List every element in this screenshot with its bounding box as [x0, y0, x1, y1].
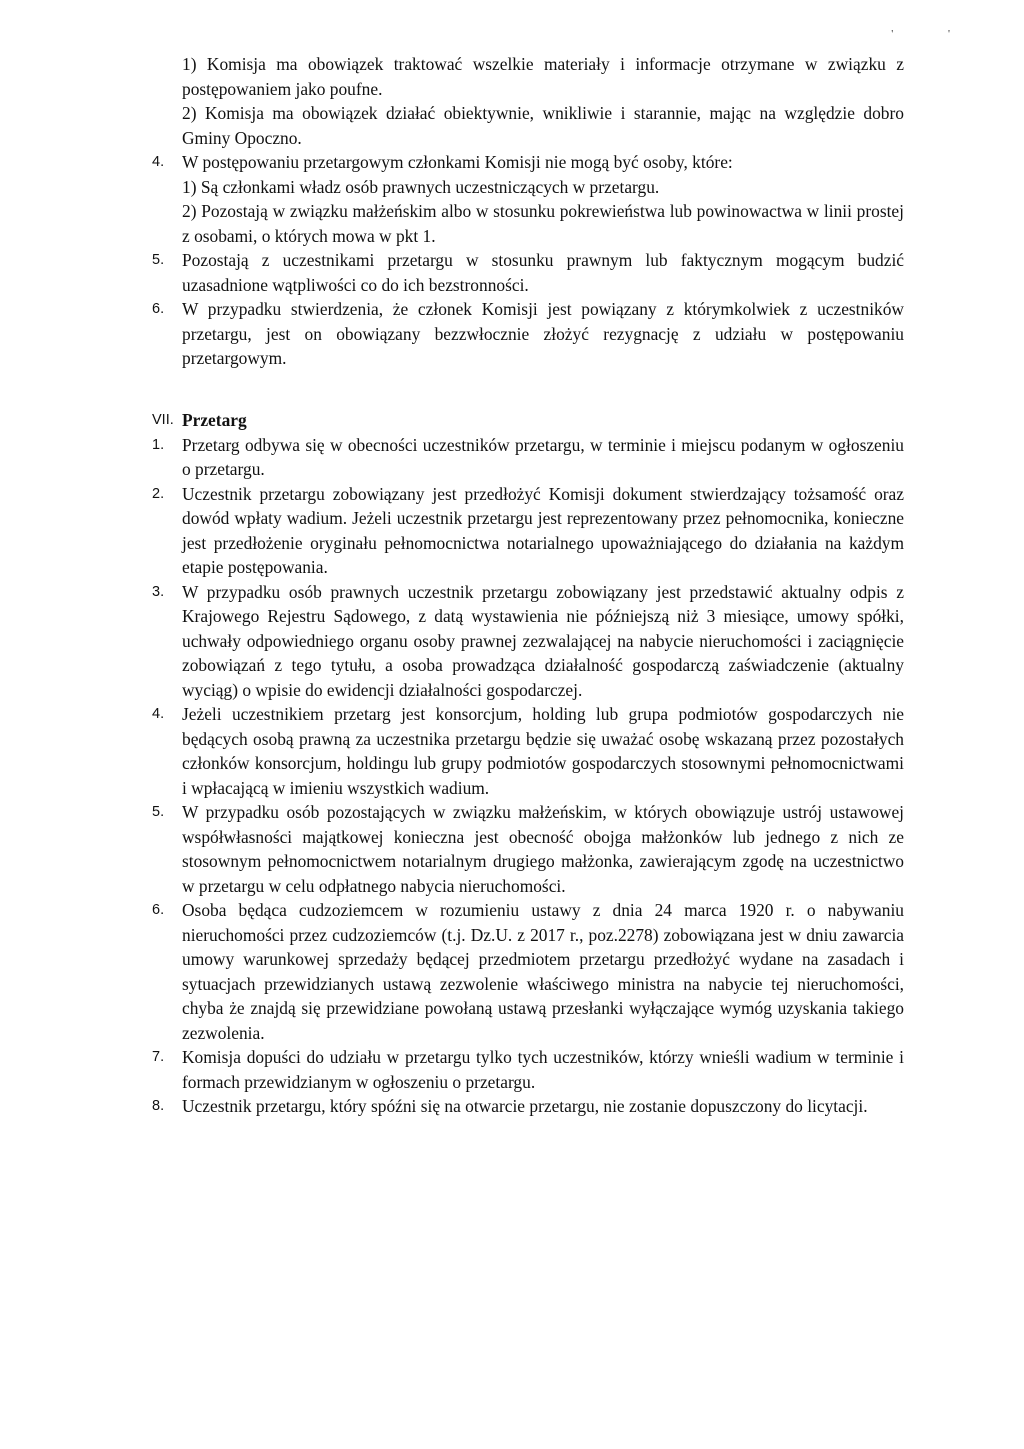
paragraph-text: Jeżeli uczestnikiem przetarg jest konsorcjum, holding lub grupa podmiotów gospodarczych nie będących osobą prawną za uczestnika przetargu będzie się uważać osobę wskazaną przez pozostałych członków konsorcjum, holdingu lub grupy podmiotów gospodarczych stosownymi pełnomocnictwami i wpłacającą w imieniu wszystkich wadium.	[182, 704, 904, 798]
paragraph-text: W przypadku stwierdzenia, że członek Komisji jest powiązany z którymkolwiek z uczestników przetargu, jest on obowiązany bezzwłocznie złożyć rezygnację z udziału w postępowaniu przetargowym.	[182, 299, 904, 368]
list-item	[152, 248, 904, 297]
paragraph-text: Komisja dopuści do udziału w przetargu tylko tych uczestników, którzy wnieśli wadium w terminie i formach przewidzianym w ogłoszeniu o przetargu.	[182, 1047, 904, 1092]
item-number: 2.	[152, 485, 165, 502]
item-number: 1.	[152, 436, 165, 453]
list-item	[152, 433, 904, 482]
list-item	[152, 800, 904, 898]
sub-point: 2) Pozostają w związku małżeńskim albo w stosunku pokrewieństwa lub powinowactwa w linii prostej z osobami, o których mowa w pkt 1.	[182, 201, 904, 246]
paragraph-text: Przetarg odbywa się w obecności uczestników przetargu, w terminie i miejscu podanym w ogłoszeniu o przetargu.	[182, 434, 904, 479]
paragraph-text: Osoba będąca cudzoziemcem w rozumieniu ustawy z dnia 24 marca 1920 r. o nabywaniu nieruchomości przez cudzoziemców (t.j. Dz.U. z 2017 r., poz.2278) zobowiązana jest w dniu zawarcia umowy warunkowej sprzedaży będącej przedmiotem przetargu przedłożyć wydane na zasadach i sytuacjach przewidzianych ustawą zezwolenie właściwego ministra na nabycie tej nieruchomości, chyba że znajdą się przewidziane powołaną ustawą przesłanki wyłączające wymóg uzyskania takiego zezwolenia.	[182, 900, 904, 1043]
item-number: 5.	[152, 252, 165, 268]
list-item	[152, 482, 904, 580]
item-number: 4.	[152, 706, 165, 722]
commission-duty-1	[152, 52, 904, 101]
list-item	[152, 580, 904, 703]
paragraph-text: W przypadku osób prawnych uczestnik przetargu zobowiązany jest przedstawić aktualny odpis z Krajowego Rejestru Sądowego, z datą wystawienia nie późniejszą niż 3 miesiące, umowy spółki, uchwały odpowiedniego organu osoby prawnej zezwalającej na nabycie nieruchomości i zaciągnięcie zobowiązań z tego tytułu, a osoba prowadząca działalność gospodarczą zaświadczenie (aktualny wyciąg) o wpisie do ewidencji działalności gospodarczej.	[182, 581, 904, 700]
item-number: 7.	[152, 1049, 165, 1065]
paragraph-text: Pozostają z uczestnikami przetargu w stosunku prawnym lub faktycznym mogącym budzić uzasadnione wątpliwości co do ich bezstronności.	[182, 250, 904, 295]
paragraph-text: W przypadku osób pozostających w związku małżeńskim, w których obowiązuje ustrój ustawowej współwłasności majątkowej konieczna jest obecność obojga małżonków lub jednego z nich ze stosownym pełnomocnictwem notarialnym drugiego małżonka, zawierającym zgodę na uczestnictwo w przetargu w celu odpłatnego nabycia nieruchomości.	[182, 802, 904, 896]
list-item	[152, 702, 904, 800]
item-number: 3.	[152, 583, 165, 600]
item-number: 5.	[152, 804, 165, 820]
paragraph-text: 1) Komisja ma obowiązek traktować wszelkie materiały i informacje otrzymane w związku z postępowaniem jako poufne.	[182, 54, 904, 99]
paragraph-text: Uczestnik przetargu, który spóźni się na otwarcie przetargu, nie zostanie dopuszczony do licytacji.	[182, 1096, 868, 1116]
paragraph-text: 2) Komisja ma obowiązek działać obiektywnie, wnikliwie i starannie, mając na względzie dobro Gminy Opoczno.	[182, 103, 904, 148]
list-item	[152, 1045, 904, 1094]
document-body	[152, 52, 904, 1119]
section-title: Przetarg	[182, 409, 247, 430]
list-item	[152, 1094, 904, 1119]
list-item	[152, 150, 904, 248]
section-heading	[152, 407, 904, 433]
item-number: 6.	[152, 902, 165, 918]
item-number: 4.	[152, 154, 165, 170]
list-item	[152, 898, 904, 1045]
item-number: 8.	[152, 1098, 165, 1114]
sub-point: 1) Są członkami władz osób prawnych uczestniczących w przetargu.	[182, 176, 660, 197]
paragraph-text: Uczestnik przetargu zobowiązany jest przedłożyć Komisji dokument stwierdzający tożsamość oraz dowód wpłaty wadium. Jeżeli uczestnik przetargu jest reprezentowany przez pełnomocnika, konieczne jest przedłożenie oryginału pełnomocnictwa notarialnego upoważniającego do działania na każdym etapie postępowania.	[182, 483, 904, 577]
list-item	[152, 297, 904, 371]
page-corner-marks: ' '	[891, 28, 976, 40]
paragraph-text: W postępowaniu przetargowym członkami Komisji nie mogą być osoby, które:	[182, 152, 733, 172]
commission-duty-2	[152, 101, 904, 150]
item-number: 6.	[152, 301, 165, 317]
section-number: VII.	[152, 411, 174, 428]
